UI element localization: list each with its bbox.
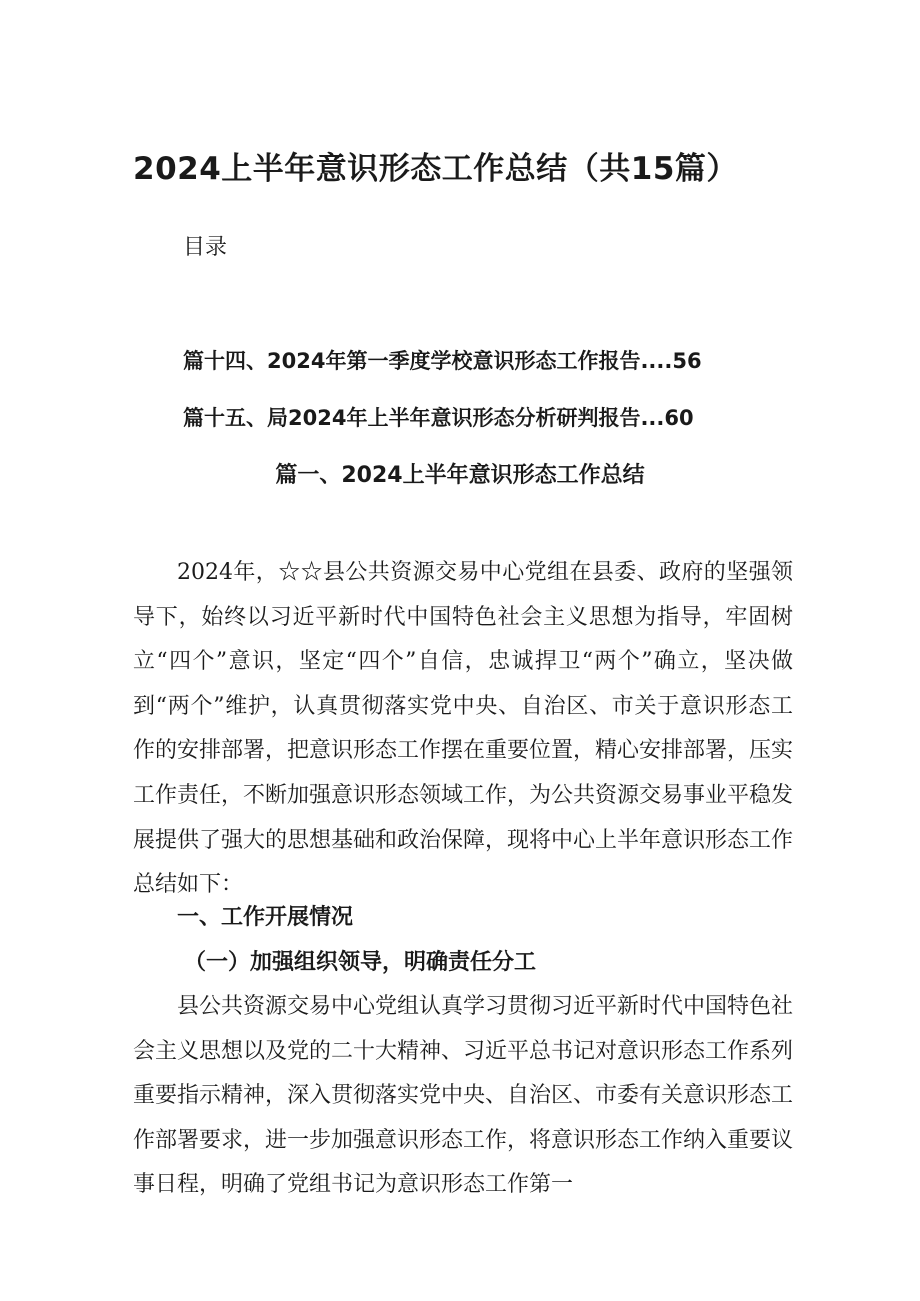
body-paragraph: 县公共资源交易中心党组认真学习贯彻习近平新时代中国特色社会主义思想以及党的二十大精神、习近平总书记对意识形态工作系列重要指示精神，深入贯彻落实党中央、自治区、市委有关意识形态工作部署要求，进一步加强意识形态工作，将意识形态工作纳入重要议事日程，明确了党组书记为意识形态工作第一	[133, 994, 794, 1198]
toc-entry[interactable]: 篇十四、2024年第一季度学校意识形态工作报告....56	[183, 349, 702, 373]
intro-paragraph: 2024年，☆☆县公共资源交易中心党组在县委、政府的坚强领导下，始终以习近平新时代中国特色社会主义思想为指导，牢固树立“四个”意识，坚定“四个”自信，忠诚捍卫“两个”确立，坚决做到“两个”维护，认真贯彻落实党中央、自治区、市关于意识形态工作的安排部署，把意识形态工作摆在重要位置，精心安排部署，压实工作责任，不断加强意识形态领域工作，为公共资源交易事业平稳发展提供了强大的思想基础和政治保障，现将中心上半年意识形态工作总结如下：	[133, 560, 794, 898]
section-heading: 一、工作开展情况	[177, 905, 354, 930]
toc-entry[interactable]: 篇十五、局2024年上半年意识形态分析研判报告...60	[183, 406, 694, 430]
chapter-title: 篇一、2024上半年意识形态工作总结	[275, 463, 645, 488]
toc-heading: 目录	[183, 235, 228, 260]
document-title: 2024上半年意识形态工作总结（共15篇）	[133, 151, 738, 187]
sub-heading: （一）加强组织领导，明确责任分工	[184, 949, 537, 975]
